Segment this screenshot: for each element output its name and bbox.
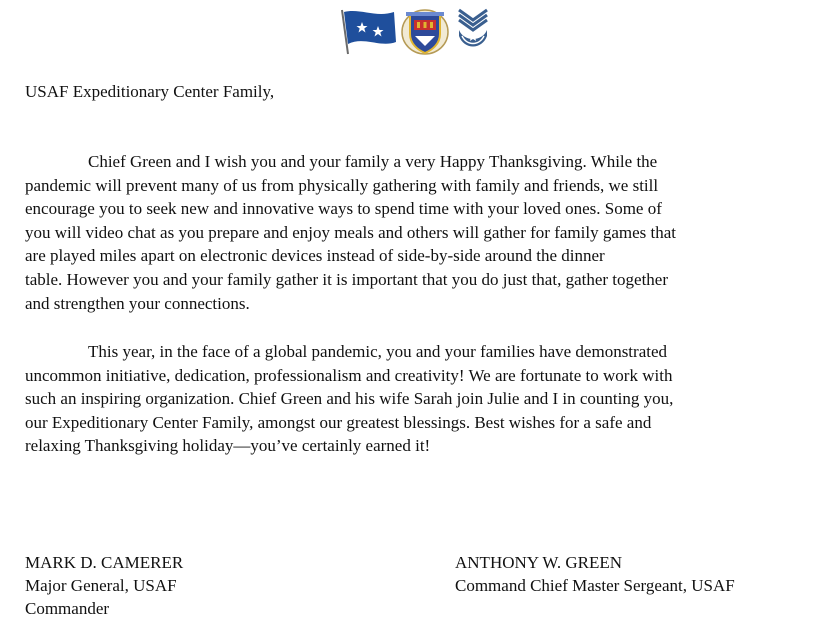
paragraph-line: relaxing Thanksgiving holiday—you’ve certainly earned it!	[25, 436, 431, 456]
chief-master-sergeant-chevron-icon	[456, 6, 490, 56]
paragraph-line: such an inspiring organization. Chief Green and his wife Sarah join Julie and I in counting you,	[25, 389, 674, 409]
paragraph-appreciation	[25, 340, 810, 458]
signature-rank: Major General, USAF	[25, 576, 177, 595]
signature-position: Commander	[25, 599, 110, 618]
paragraph-line: Chief Green and I wish you and your family a very Happy Thanksgiving. While the	[88, 152, 658, 171]
paragraph-line: are played miles apart on electronic devices instead of side-by-side around the dinner	[25, 246, 605, 266]
signature-block-command-chief	[455, 551, 735, 597]
expeditionary-center-shield-icon	[400, 6, 450, 56]
paragraph-line: uncommon initiative, dedication, professionalism and creativity! We are fortunate to work with	[25, 365, 673, 385]
salutation: USAF Expeditionary Center Family,	[25, 82, 275, 101]
paragraph-line: table. However you and your family gather it is important that you do just that, gather together	[25, 269, 669, 289]
paragraph-thanksgiving-wishes	[25, 150, 810, 315]
signature-rank: Command Chief Master Sergeant, USAF	[455, 576, 735, 595]
paragraph-line: you will video chat as you prepare and enjoy meals and others will gather for family games that	[25, 222, 676, 242]
signature-name: ANTHONY W. GREEN	[455, 553, 623, 572]
signature-name: MARK D. CAMERER	[25, 553, 184, 572]
paragraph-line: pandemic will prevent many of us from physically gathering with family and friends, we still	[25, 175, 659, 195]
two-star-flag-icon	[338, 6, 398, 56]
paragraph-line: and strengthen your connections.	[25, 293, 250, 313]
paragraph-line: This year, in the face of a global pandemic, you and your families have demonstrated	[88, 342, 668, 361]
signature-block-commander	[25, 551, 183, 620]
paragraph-line: encourage you to seek new and innovative ways to spend time with your loved ones. Some of	[25, 199, 662, 219]
paragraph-line: our Expeditionary Center Family, amongst our greatest blessings. Best wishes for a safe and	[25, 412, 652, 432]
